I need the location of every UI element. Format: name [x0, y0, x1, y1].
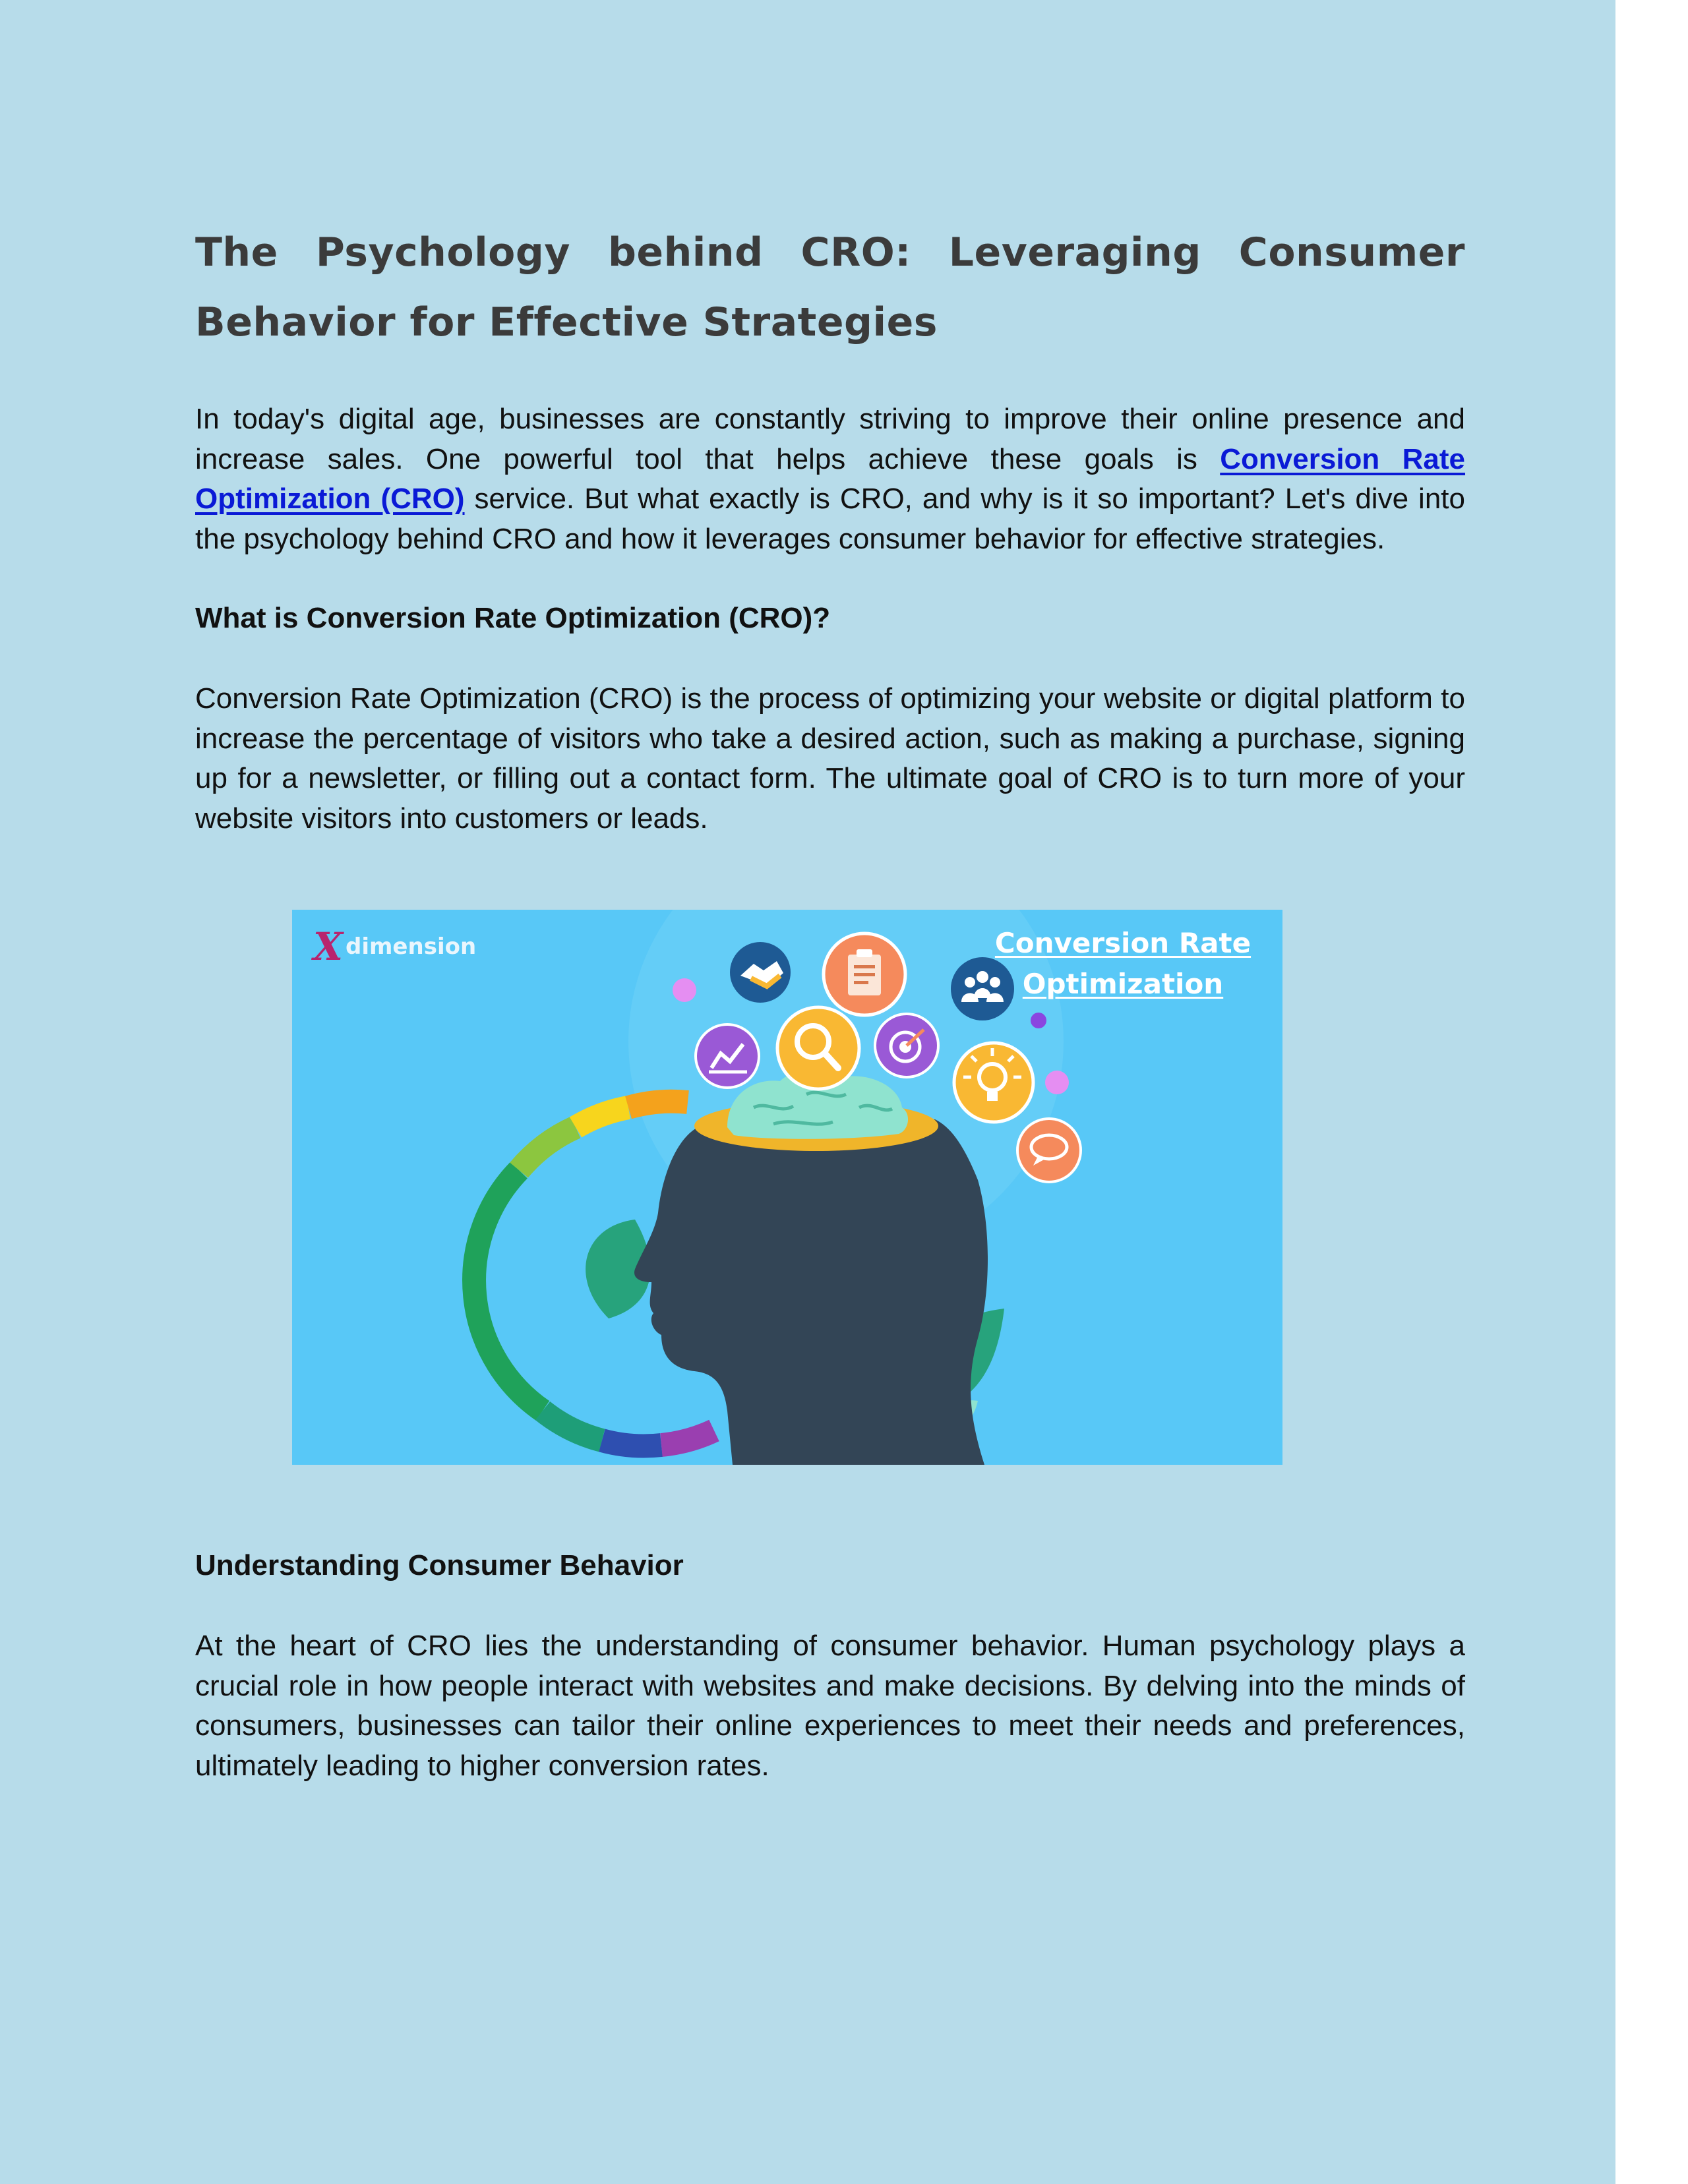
section-heading-what-is-cro: What is Conversion Rate Optimization (CRO)? — [195, 602, 831, 634]
lightbulb-icon — [954, 1043, 1033, 1122]
cro-service-link[interactable]: Conversion Rate Optimization (CRO) — [195, 442, 1466, 515]
target-icon — [875, 1014, 938, 1077]
intro-text-end: service. But what exactly is CRO, and why is it so important? Let's dive into the psychology behind CRO and how it leverages consumer behavior for effective strategies. — [195, 483, 1465, 555]
section-heading-consumer-behavior: Understanding Consumer Behavior — [195, 1549, 684, 1581]
logo-wordmark: dimension — [346, 933, 477, 960]
article-top — [195, 218, 1465, 839]
illustration-title — [978, 923, 1268, 1005]
head-silhouette — [634, 1119, 988, 1465]
pink-dot — [673, 978, 696, 1002]
handshake-icon — [730, 942, 791, 1003]
chart-icon — [696, 1024, 759, 1088]
clipboard-icon — [824, 933, 905, 1015]
purple-dot — [1031, 1013, 1046, 1028]
intro-text-start: In today's digital age, businesses are constantly striving to improve their online presence and increase sales. One powerful tool that helps achieve these goals is — [195, 403, 1465, 475]
logo-mark: X — [313, 924, 344, 969]
article-bottom — [195, 1546, 1465, 1786]
illustration-title-line1: Conversion Rate — [994, 927, 1251, 959]
illustration-title-line2: Optimization — [1022, 968, 1224, 1000]
cro-definition-paragraph: Conversion Rate Optimization (CRO) is the process of optimizing your website or digital platform to increase the percentage of visitors who take a desired action, such as making a purchase, signing up for a newsletter, or filling out a contact form. The ultimate goal of CRO is to turn more of your website visitors into customers or leads. — [195, 682, 1465, 835]
intro-paragraph — [195, 399, 1465, 559]
magnifier-icon — [777, 1007, 859, 1089]
article-title: The Psychology behind CRO: Leveraging Consumer Behavior for Effective Strategies — [195, 229, 1465, 345]
xdimension-logo — [313, 924, 477, 969]
cro-illustration — [292, 910, 1282, 1465]
speech-bubble-icon — [1017, 1119, 1081, 1182]
consumer-behavior-paragraph: At the heart of CRO lies the understanding of consumer behavior. Human psychology plays a crucial role in how people interact with websites and make decisions. By delving into the minds of consumers, businesses can tailor their online experiences to meet their needs and preferences, ultimately leading to higher conversion rates. — [195, 1630, 1465, 1782]
pink-dot-right — [1045, 1071, 1069, 1094]
